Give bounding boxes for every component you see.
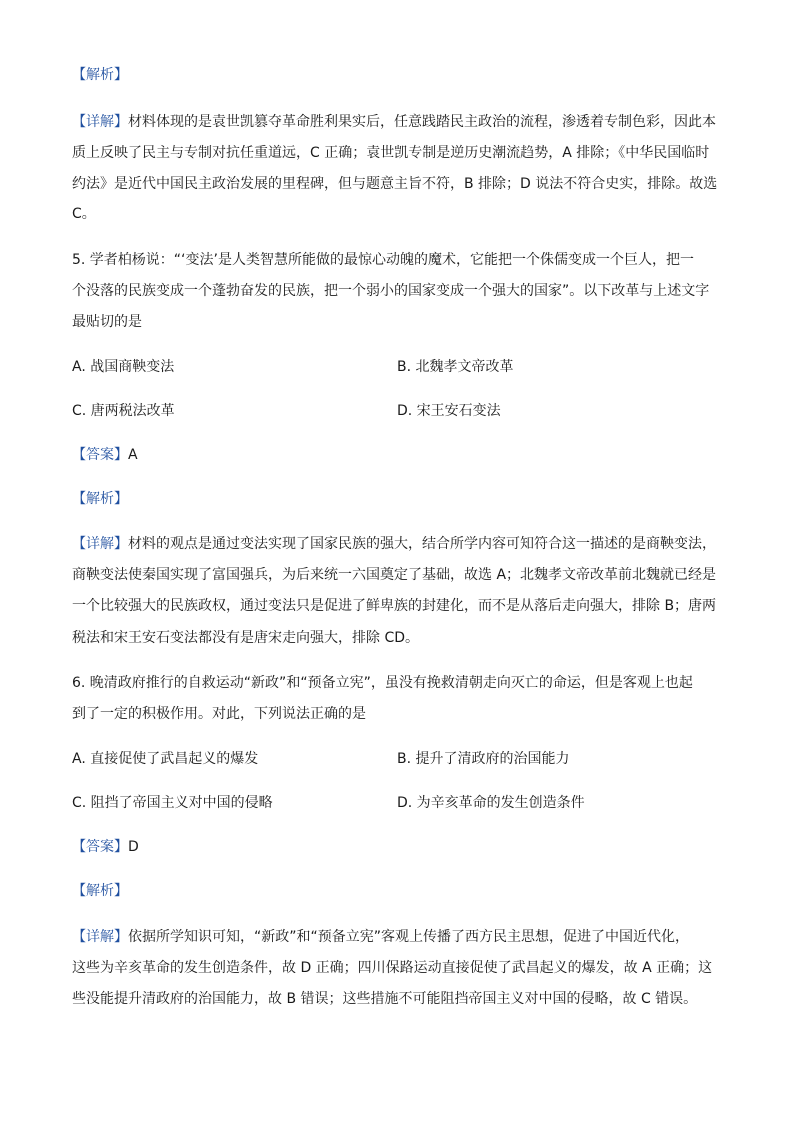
q6-stem-line: 到了一定的积极作用。对此，下列说法正确的是 [72,706,366,722]
detail-line: C。 [72,206,96,222]
q5-option-c: C. 唐两税法改革 [72,403,175,419]
q6-option-d: D. 为辛亥革命的发生创造条件 [397,795,585,811]
q6-option-c: C. 阻挡了帝国主义对中国的侵略 [72,795,273,811]
detail-label: 【详解】 [72,114,128,130]
answer-value: A [128,447,138,463]
analysis-label: 【解析】 [72,491,128,507]
detail-text: 材料的观点是通过变法实现了国家民族的强大，结合所学内容可知符合这一描述的是商鞅变法， [128,536,716,552]
q5-detail-line [72,534,716,554]
answer-label: 【答案】 [72,447,128,463]
detail-label: 【详解】 [72,536,128,552]
analysis-heading [72,881,128,901]
q5-option-a: A. 战国商鞅变法 [72,359,175,375]
q5-answer [72,445,138,465]
detail-line: 质上反映了民主与专制对抗任重道远，C 正确；袁世凯专制是逆历史潮流趋势，A 排除；《中华民国临时 [72,145,710,161]
detail-text: 依据所学知识可知，“新政”和“预备立宪”客观上传播了西方民主思想，促进了中国近代化， [128,929,690,945]
q5-stem-line: 5. 学者柏杨说：“‘变法’是人类智慧所能做的最惊心动魄的魔术，它能把一个侏儒变成一个巨人，把一 [72,252,694,268]
q5-stem-line: 最贴切的是 [72,314,142,330]
q6-detail-line [72,927,689,947]
q6-stem-line: 6. 晚清政府推行的自救运动“新政”和“预备立宪”，虽没有挽救清朝走向灭亡的命运，但是客观上也起 [72,675,693,691]
answer-value: D [128,839,139,855]
q6-detail-line: 些没能提升清政府的治国能力，故 B 错误；这些措施不可能阻挡帝国主义对中国的侵略，故 C 错误。 [72,991,698,1007]
q5-option-d: D. 宋王安石变法 [397,403,501,419]
q5-detail-line: 一个比较强大的民族政权，通过变法只是促进了鲜卑族的封建化，而不是从落后走向强大，排除 B；唐两 [72,598,717,614]
q6-option-a: A. 直接促使了武昌起义的爆发 [72,751,259,767]
q6-detail-line: 这些为辛亥革命的发生创造条件，故 D 正确；四川保路运动直接促使了武昌起义的爆发，故 A 正确；这 [72,960,713,976]
q5-option-b: B. 北魏孝文帝改革 [397,359,514,375]
q5-detail-line: 税法和宋王安石变法都没有是唐宋走向强大，排除 CD。 [72,630,420,646]
q5-detail-line: 商鞅变法使秦国实现了富国强兵，为后来统一六国奠定了基础，故选 A；北魏孝文帝改革前北魏就已经是 [72,567,717,583]
answer-label: 【答案】 [72,839,128,855]
q6-answer [72,837,139,857]
detail-text: 材料体现的是袁世凯篡夺革命胜利果实后，任意践踏民主政治的流程，渗透着专制色彩，因此本 [128,114,716,130]
q6-option-b: B. 提升了清政府的治国能力 [397,751,570,767]
detail-line [72,112,716,132]
analysis-heading [72,489,128,509]
analysis-heading [72,65,128,85]
analysis-label: 【解析】 [72,883,128,899]
analysis-label: 【解析】 [72,67,128,83]
detail-line: 约法》是近代中国民主政治发展的里程碑，但与题意主旨不符，B 排除；D 说法不符合史实，排除。故选 [72,176,718,192]
detail-label: 【详解】 [72,929,128,945]
q5-stem-line: 个没落的民族变成一个蓬勃奋发的民族，把一个弱小的国家变成一个强大的国家”。以下改革与上述文字 [72,283,710,299]
